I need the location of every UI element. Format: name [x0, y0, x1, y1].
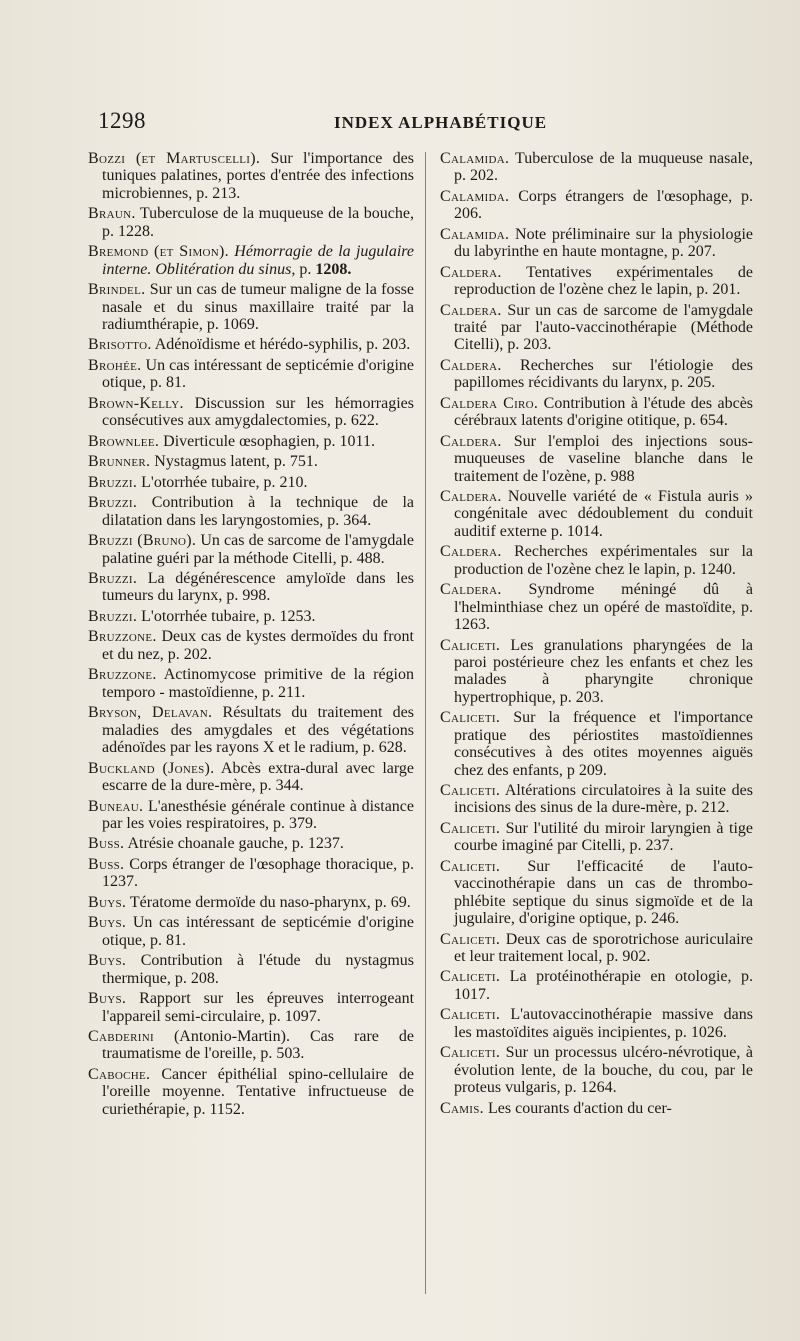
entry-text: Rapport sur les épreuves interrogeant l'appareil semi-circulaire, p. 1097.: [102, 990, 415, 1025]
entry-text: La protéinothérapie en otologie, p. 1017.: [454, 968, 754, 1003]
index-entry: [440, 1006, 753, 1041]
index-entry: [440, 543, 753, 578]
index-entry: [88, 835, 414, 852]
entry-text: Résultats du traitement des maladies des amygdales et des végétations adénoïdes par les rayons X et le radium, p. 628.: [102, 704, 414, 757]
entry-author: Caldera.: [440, 432, 502, 450]
entry-author: Caldera.: [440, 356, 502, 374]
entry-author: Caldera.: [440, 263, 502, 281]
entry-author: Caliceti.: [440, 709, 501, 727]
entry-text: Tuberculose de la muqueuse de la bouche, p. 1228.: [102, 205, 414, 240]
entry-text: Note préliminaire sur la physiologie du labyrinthe en haute montagne, p. 207.: [454, 225, 754, 261]
entry-author: Brunner.: [88, 453, 151, 471]
entry-text: Cancer épithélial spino-cellulaire de l'oreille moyenne. Tentative infructueuse de curiethérapie, p. 1152.: [102, 1065, 414, 1118]
entry-text: Sur l'emploi des injections sous-muqueuses de vaseline blanche dans le traitement de l'ozène, p. 988: [454, 432, 753, 485]
entry-text: Deux cas de sporotrichose auriculaire et leur traitement local, p. 902.: [454, 930, 754, 965]
entry-text: Sur un processus ulcéro-névrotique, à évolution lente, de la bouche, du cou, par le proteus vulgaris, p. 1264.: [454, 1044, 754, 1097]
index-entry: [440, 488, 753, 540]
entry-text: Nouvelle variété de « Fistula auris » congénitale avec dédoublement du conduit auditif externe p. 1014.: [454, 488, 754, 540]
entry-author: Bruzzone.: [88, 666, 157, 684]
entry-author: Bruzzi.: [88, 494, 138, 512]
index-entry: [440, 433, 753, 485]
entry-text: Adénoïdisme et hérédo-syphilis, p. 203.: [154, 336, 411, 354]
entry-author: Caliceti.: [440, 782, 501, 800]
index-entry: [88, 395, 414, 430]
entry-author: Brownlee.: [88, 432, 160, 450]
index-entry: [88, 952, 414, 987]
index-entry: [440, 968, 753, 1003]
entry-text: Abcès extra-dural avec large escarre de la dure-mère, p. 344.: [102, 759, 414, 794]
entry-text: (Antonio-Martin). Cas rare de traumatisme de l'oreille, p. 503.: [102, 1028, 414, 1063]
entry-author: Camis.: [440, 1099, 484, 1117]
entry-text: Contribution à la technique de la dilatation dans les laryngostomies, p. 364.: [102, 494, 414, 529]
entry-author: Bruzzone.: [88, 628, 157, 646]
entry-text: Sur l'utilité du miroir laryngien à tige courbe imaginé par Citelli, p. 237.: [454, 819, 754, 855]
index-entry: [440, 782, 753, 817]
index-entry: [88, 666, 414, 701]
right-column: [440, 150, 753, 1120]
entry-author: Calamida.: [440, 187, 510, 205]
entry-text: Tentatives expérimentales de reproduction de l'ozène chez le lapin, p. 201.: [454, 263, 753, 299]
index-entry: [440, 820, 753, 855]
entry-author: Bruzzi.: [88, 570, 138, 588]
entry-text: Sur l'efficacité de l'auto-vaccinothérapie dans un cas de thrombo-phlébite septique du sinus sigmoïde et de la jugulaire, d'origine optique, p. 246.: [454, 857, 753, 928]
entry-text: Sur un cas de tumeur maligne de la fosse nasale et du sinus maxillaire traité par la radiumthérapie, p. 1069.: [102, 281, 415, 333]
entry-text: Contribution à l'étude des abcès cérébraux latents d'origine otitique, p. 654.: [454, 394, 754, 430]
entry-page-prefix: p.: [299, 260, 312, 278]
entry-author: Caldera.: [440, 581, 502, 599]
entry-page-bold: 1208.: [315, 260, 352, 278]
index-entry: [440, 395, 753, 430]
entry-author: Cabderini: [88, 1028, 154, 1046]
index-entry: [88, 894, 414, 911]
entry-author: Buys.: [88, 952, 127, 970]
index-entry: [440, 637, 753, 707]
entry-author: Bruzzi.: [88, 607, 138, 625]
entry-author: Brown-Kelly.: [88, 394, 184, 412]
entry-text: Discussion sur les hémorragies consécutives aux amygdalectomies, p. 622.: [102, 394, 414, 430]
index-entry: [440, 931, 753, 966]
index-entry: [88, 357, 414, 392]
index-entry: [440, 226, 753, 261]
entry-text: L'otorrhée tubaire, p. 1253.: [141, 607, 316, 625]
index-entry: [440, 264, 753, 299]
entry-text: Un cas intéressant de septicémie d'origine otique, p. 81.: [102, 356, 415, 392]
index-entry: [440, 1100, 753, 1117]
entry-text: Diverticule œsophagien, p. 1011.: [163, 432, 375, 450]
index-entry: [88, 608, 414, 625]
entry-text: L'anesthésie générale continue à distance par les voies respiratoires, p. 379.: [102, 797, 414, 832]
entry-text: Contribution à l'étude du nystagmus thermique, p. 208.: [102, 952, 414, 987]
entry-text: Syndrome méningé dû à l'helminthiase chez un opéré de mastoïdite, p. 1263.: [454, 581, 754, 634]
index-entry: [88, 1066, 414, 1118]
index-entry: [88, 704, 414, 756]
entry-text: La dégénérescence amyloïde dans les tumeurs du larynx, p. 998.: [102, 570, 414, 605]
entry-author: Buckland (Jones).: [88, 759, 215, 777]
column-divider: [425, 152, 426, 1294]
entry-author: Bryson, Delavan.: [88, 704, 213, 722]
entry-author: Caldera.: [440, 301, 502, 319]
entry-author: Buys.: [88, 914, 127, 932]
index-entry: [88, 243, 414, 278]
index-entry: [440, 188, 753, 223]
entry-author: Caliceti.: [440, 819, 501, 837]
entry-author: Brindel.: [88, 281, 146, 299]
index-entry: [440, 858, 753, 928]
entry-author: Braun.: [88, 205, 136, 223]
entry-text: Tératome dermoïde du naso-pharynx, p. 69.: [129, 893, 411, 911]
entry-text: Nystagmus latent, p. 751.: [154, 453, 318, 471]
index-entry: [88, 281, 414, 333]
index-entry: [88, 532, 414, 567]
index-entry: [88, 453, 414, 470]
entry-text: Un cas intéressant de septicémie d'origine otique, p. 81.: [102, 914, 415, 949]
entry-author: Bremond (et Simon).: [88, 243, 229, 261]
entry-author: Caliceti.: [440, 857, 501, 875]
entry-author: Brisotto.: [88, 336, 152, 354]
left-column: [88, 150, 414, 1121]
entry-author: Caldera Ciro.: [440, 394, 539, 412]
entry-text: Recherches sur l'étiologie des papillomes récidivants du larynx, p. 205.: [454, 356, 753, 392]
entry-text: Corps étranger de l'œsophage thoracique, p. 1237.: [102, 855, 414, 891]
entry-author: Caliceti.: [440, 930, 501, 948]
index-entry: [88, 1028, 414, 1063]
entry-title-italic: Hémorragie de la jugulaire interne. Oblitération du sinus,: [102, 243, 415, 278]
entry-author: Caliceti.: [440, 636, 501, 654]
entry-author: Buss.: [88, 835, 125, 853]
entry-author: Caldera.: [440, 543, 502, 561]
index-entry: [440, 302, 753, 354]
entry-text: Tuberculose de la muqueuse nasale, p. 202.: [454, 150, 753, 185]
entry-author: Caliceti.: [440, 968, 501, 986]
index-entry: [88, 798, 414, 833]
index-entry: [88, 914, 414, 949]
entry-text: Atrésie choanale gauche, p. 1237.: [127, 835, 344, 853]
page-number: 1298: [98, 108, 146, 133]
index-entry: [88, 474, 414, 491]
index-entry: [88, 856, 414, 891]
entry-text: Les granulations pharyngées de la paroi postérieure chez les enfants et chez les malades à pharyngite chronique hypertrophique, p. 203.: [454, 636, 754, 706]
entry-author: Buys.: [88, 990, 127, 1008]
index-entry: [440, 1044, 753, 1096]
index-entry: [440, 357, 753, 392]
entry-text: Actinomycose primitive de la région temporo - mastoïdienne, p. 211.: [102, 666, 414, 701]
index-entry: [440, 709, 753, 779]
entry-text: Un cas de sarcome de l'amygdale palatine guéri par la méthode Citelli, p. 488.: [102, 532, 415, 567]
entry-text: Sur la fréquence et l'importance pratique des périostites mastoïdiennes consécutives à des otites moyennes aiguës chez des enfants, p 209.: [454, 709, 754, 779]
entry-author: Calamida.: [440, 150, 510, 167]
entry-author: Bruzzi.: [88, 473, 138, 491]
entry-author: Caliceti.: [440, 1006, 501, 1024]
running-title: INDEX ALPHABÉTIQUE: [334, 113, 548, 132]
entry-text: L'otorrhée tubaire, p. 210.: [141, 473, 308, 491]
entry-author: Caliceti.: [440, 1044, 501, 1062]
index-entry: [88, 336, 414, 353]
entry-text: Recherches expérimentales sur la production de l'ozène chez le lapin, p. 1240.: [454, 543, 753, 578]
index-entry: [440, 581, 753, 633]
index-entry: [88, 494, 414, 529]
entry-text: Deux cas de kystes dermoïdes du front et du nez, p. 202.: [102, 628, 414, 663]
entry-author: Buss.: [88, 855, 125, 873]
entry-author: Caboche.: [88, 1065, 151, 1083]
entry-text: L'autovaccinothérapie massive dans les mastoïdites aiguës incipientes, p. 1026.: [454, 1006, 753, 1041]
entry-author: Buneau.: [88, 797, 144, 815]
entry-author: Calamida.: [440, 225, 510, 243]
entry-author: Caldera.: [440, 488, 502, 506]
index-entry: [88, 570, 414, 605]
index-entry: [88, 205, 414, 240]
entry-author: Bruzzi (Bruno).: [88, 532, 197, 550]
entry-author: Brohée.: [88, 356, 142, 374]
index-entry: [88, 628, 414, 663]
entry-text: Corps étrangers de l'œsophage, p. 206.: [454, 187, 754, 223]
entry-text: Les courants d'action du cer-: [487, 1099, 672, 1117]
entry-text: Sur l'importance des tuniques palatines, portes d'entrée des infections microbiennes, p. 213.: [102, 150, 414, 202]
index-entry: [440, 150, 753, 185]
index-entry: [88, 433, 414, 450]
entry-author: Bozzi (et Martuscelli).: [88, 150, 261, 167]
index-entry: [88, 150, 414, 202]
entry-text: Sur un cas de sarcome de l'amygdale traité par l'auto-vaccinothérapie (Méthode Citelli), p. 203.: [454, 301, 754, 354]
index-entry: [88, 760, 414, 795]
entry-author: Buys.: [88, 893, 127, 911]
index-entry: [88, 990, 414, 1025]
entry-text: Altérations circulatoires à la suite des incisions des sinus de la dure-mère, p. 212.: [454, 782, 753, 817]
